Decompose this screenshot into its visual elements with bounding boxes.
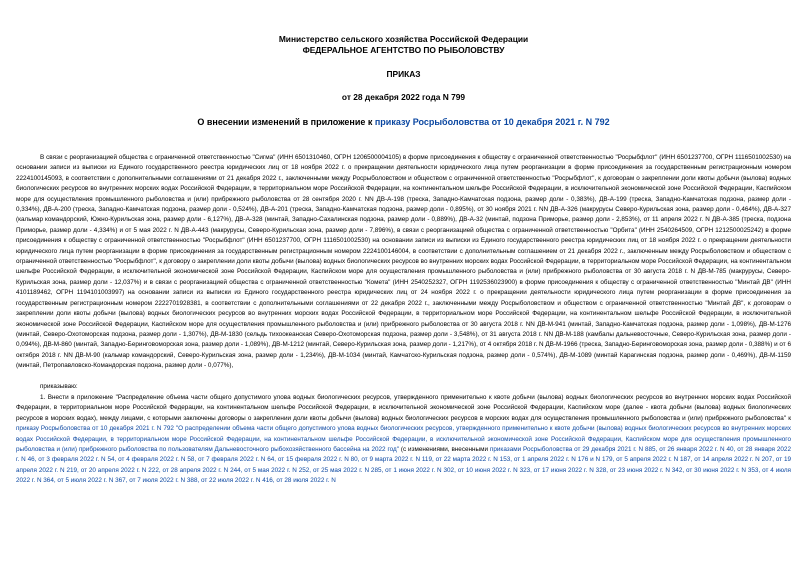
title-order-link[interactable]: приказу Росрыболовства от 10 декабря 2021 г. N 792 [374, 117, 610, 127]
order-792-link[interactable]: приказу Росрыболовства от 10 декабря 2021 г. N 792 "О распределении объема части общего допустимого улова водных биологических ресурсов, утвержденного применительно к квоте добычи (вылова) водных биологических ресурсов во внутренних морских водах Российской Федерации, в территориальном море Российской Федерации, на континентальном шельфе Российской Федерации, в исключительной экономической зоне Российской Федерации, Каспийском море для осуществления промышленного рыболовства и (или) прибрежного рыболовства по пользователям Дальневосточного рыбохозяйственного бассейна на 2022 год" [16, 425, 791, 453]
item-1-mid: (с изменениями, внесенными [398, 445, 490, 453]
preamble-paragraph: В связи с реорганизацией общества с ограниченной ответственностью "Сигма" (ИНН 6501310460, ОГРН 1206500004105) в форме присоединения к обществу с ограниченной ответственностью "Росрыбфлот" (ИНН 6501237700, ОГРН 1116501002530) на основании записи из выписки из Единого государственного реестра юридических лиц от 18 ноября 2022 г. о прекращении деятельности юридического лица путем реорганизации в форме присоединения за государственным регистрационным номером 2224100145093, в соответствии с дополнительными соглашениями от 21 декабря 2022 г., заключенными между Росрыболовством и обществом с ограниченной ответственностью "Росрыбфлот", к договорам о закреплении доли квоты добычи (вылова) водных биологических ресурсов во внутренних морских водах Российской Федерации, в территориальном море Российской Федерации, на континентальном шельфе Российской Федерации, в исключительной экономической зоне Российской Федерации, Каспийском море для осуществления промышленного рыболовства и (или) прибрежного рыболовства от 28 сентября 2020 г. NN ДВ-А-198 (треска, Западно-Камчатская подзона, размер доли - 0,383%), ДВ-А-199 (треска, Западно-Камчатская подзона, размер доли - 0,334%), ДВ-А-200 (треска, Западно-Камчатская подзона, размер доли - 0,524%), ДВ-А-201 (треска, Западно-Камчатская подзона, размер доли - 0,895%), от 30 ноября 2021 г. NN ДВ-А-326 (макрурусы Северо-Курильская зона, размер доли - 0,464%), ДВ-А-327 (кальмар командорский, Южно-Курильская зона, размер доли - 6,127%), ДВ-А-328 (минтай, Западно-Сахалинская подзона, размер доли - 0,889%), ДВ-А-32 (минтай, подзона Приморье, размер доли - 2,853%), от 11 апреля 2022 г. N ДВ-А-385 (треска, подзона Приморье, размер доли - 4,334%) и от 5 мая 2022 г. N ДВ-А-443 (макрурусы, Северо-Курильская зона, размер доли - 7,896%), в связи с реорганизацией общества с ограниченной ответственностью "Орбита" (ИНН 2540264509, ОГРН 1212500025242) в форме присоединения к обществу с ограниченной ответственностью "Росрыбфлот" (ИНН 6501237700, ОГРН 1116501002530) на основании записи из выписки из Единого государственного реестра юридических лиц от 18 ноября 2022 г. о прекращении деятельности юридического лица путем реорганизации в форме присоединения за государственным регистрационным номером 2224100146004, в соответствии с дополнительным соглашением от 21 декабря 2022 г., заключенным между Росрыболовством и обществом с ограниченной ответственностью "Росрыбфлот", к договору о закреплении доли квоты добычи (вылова) водных биологических ресурсов во внутренних морских водах Российской Федерации, в территориальном море Российской Федерации, на континентальном шельфе Российской Федерации, в исключительной экономической зоне Российской Федерации, Каспийском море для осуществления промышленного рыболовства и (или) прибрежного рыболовства от 30 августа 2018 г. N ДВ-М-785 (макрурусы, Северо-Курильская зона, размер доли - 12,037%) и в связи с реорганизацией общества с ограниченной ответственностью "Комета" (ИНН 2540252327, ОГРН 1192536023900) в форме присоединения к обществу с ограниченной ответственностью "Минтай ДВ" (ИНН 4101189462, ОГРН 1194101003997) на основании записи из выписки из Единого государственного реестра юридических лиц от 24 ноября 2022 г. о прекращении деятельности юридического лица путем реорганизации в форме присоединения за государственным регистрационным номером 2222701928381, в соответствии с дополнительными соглашениями от 22 декабря 2022 г., заключенными между Росрыболовством и обществом с ограниченной ответственностью "Минтай ДВ", к договорам о закреплении доли квоты добычи (вылова) водных биологических ресурсов во внутренних морских водах Российской Федерации, в территориальном море Российской Федерации, на континентальном шельфе Российской Федерации, в исключительной экономической зоне Российской Федерации, Каспийском море для осуществления промышленного рыболовства и (или) прибрежного рыболовства от 30 августа 2018 г. NN ДВ-М-941 (минтай, Западно-Камчатская подзона, размер доли - 1,098%), ДВ-М-1276 (минтай, Северо-Охотоморская подзона, размер доли - 1,307%), ДВ-М-1830 (сельдь тихоокеанская Северо-Охотоморская подзона, размер доли - 3,548%), от 31 августа 2018 г. NN ДВ-М-188 (камбалы дальневосточные, Северо-Курильская зона, размер доли - 0,094%), ДВ-М-860 (минтай, Западно-Беринговоморская зона, размер доли - 1,089%), ДВ-М-1212 (минтай, Северо-Курильская зона, размер доли - 1,217%), от 4 октября 2018 г. N ДВ-М-1966 (треска, Западно-Беринговоморская зона, размер доли - 0,388%) и от 6 октября 2018 г. NN ДВ-М-90 (кальмар командорский, Северо-Курильская зона, размер доли - 1,234%), ДВ-М-1034 (минтай, Камчатско-Курильская подзона, размер доли - 0,574%), ДВ-М-1089 (минтай Карагинская подзона, размер доли - 0,469%), ДВ-М-1159 (минтай, Петропавловско-Командорская подзона, размер доли - 0,077%), [16, 154, 791, 370]
document-body [16, 153, 791, 487]
item-1-text: 1. Внести в приложение "Распределение объема части общего допустимого улова водных биологических ресурсов, утвержденного применительно к квоте добычи (вылова) водных биологических ресурсов во внутренних морских водах Российской Федерации, в территориальном море Российской Федерации, на континентальном шельфе Российской Федерации, в исключительной экономической зоне Российской Федерации, Каспийском море (далее - квота добычи (вылова) водных биологических ресурсов в морских водах), между лицами, с которыми заключены договоры о закреплении доли квоты добычи (вылова) водных биологических ресурсов в морских водах для осуществления промышленного рыболовства и (или) прибрежного рыболовства" к [16, 393, 791, 422]
ordered-line: приказываю: [40, 382, 78, 390]
item-1-paragraph [16, 393, 791, 487]
title-prefix: О внесении изменений в приложение к [197, 117, 375, 127]
agency-name: ФЕДЕРАЛЬНОЕ АГЕНТСТВО ПО РЫБОЛОВСТВУ [302, 45, 505, 55]
document-date: от 28 декабря 2022 года N 799 [341, 92, 466, 102]
document-type: ПРИКАЗ [386, 69, 421, 79]
ministry-name: Министерство сельского хозяйства Российской Федерации [278, 34, 529, 44]
amendments-link[interactable]: приказами Росрыболовства от 29 декабря 2021 г. N 885, от 26 января 2022 г. N 40, от 28 января 2022 г. N 46, от 3 февраля 2022 г. N 54, от 4 февраля 2022 г. N 58, от 7 февраля 2022 г. N 64, от 15 февраля 2022 г. N 80, от 9 марта 2022 г. N 119, от 22 марта 2022 г. N 153, от 1 апреля 2022 г. N 176 и N 179, от 5 апреля 2022 г. N 187, от 14 апреля 2022 г. N 207, от 19 апреля 2022 г. N 219, от 20 апреля 2022 г. N 222, от 28 апреля 2022 г. N 244, от 5 мая 2022 г. N 252, от 25 мая 2022 г. N 285, от 1 июня 2022 г. N 302, от 10 июня 2022 г. N 323, от 17 июня 2022 г. N 328, от 23 июня 2022 г. N 342, от 30 июня 2022 г. N 353, от 4 июля 2022 г. N 364, от 5 июля 2022 г. N 367, от 7 июля 2022 г. N 388, от 22 июля 2022 г. N 416, от 28 июля 2022 г. N [16, 445, 791, 485]
document-header [16, 34, 791, 128]
document-title [16, 117, 791, 128]
